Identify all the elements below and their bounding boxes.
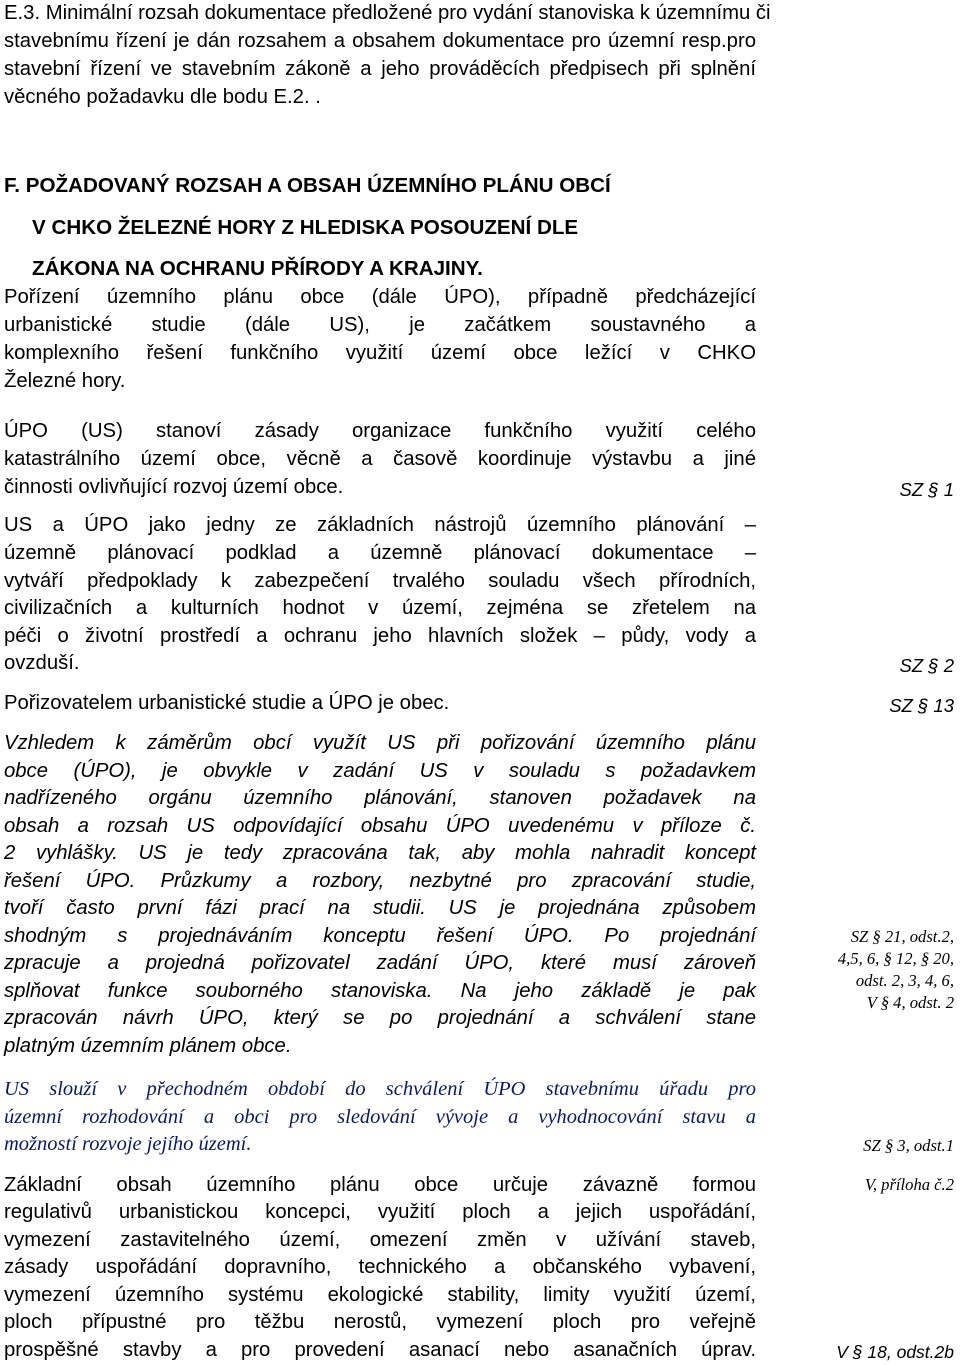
heading-line: V CHKO ŽELEZNÉ HORY Z HLEDISKA POSOUZENÍ DLE	[32, 216, 579, 239]
paragraph-line: US slouží v přechodném období do schválení ÚPO stavebnímu úřadu pro	[4, 1078, 756, 1100]
intro-line: věcného požadavku dle bodu E.2. .	[4, 86, 321, 108]
heading-line: F. POŽADOVANÝ ROZSAH A OBSAH ÚZEMNÍHO PLÁNU OBCÍ	[4, 174, 611, 197]
margin-note: SZ § 13	[889, 695, 954, 716]
heading-line: ZÁKONA NA OCHRANU PŘÍRODY A KRAJINY.	[32, 257, 483, 280]
paragraph-line: péči o životní prostředí a ochranu jeho hlavních složek – půdy, vody a	[4, 625, 756, 647]
paragraph-line: územní rozhodování a obci pro sledování vývoje a vyhodnocování stavu a	[4, 1106, 756, 1128]
paragraph-line: zpracován návrh ÚPO, který se po projednání a schválení stane	[4, 1007, 756, 1029]
paragraph-line: Železné hory.	[4, 370, 126, 392]
paragraph-line: urbanistické studie (dále US), je začátkem soustavného a	[4, 314, 756, 336]
margin-note: SZ § 2	[899, 655, 954, 676]
paragraph-line: územně plánovací podklad a územně plánovací dokumentace –	[4, 542, 756, 564]
margin-note: 4,5, 6, § 12, § 20,	[837, 949, 954, 968]
paragraph-line: katastrálního území obce, věcně a časově koordinuje výstavbu a jiné	[4, 448, 756, 470]
paragraph-line: ÚPO (US) stanoví zásady organizace funkčního využití celého	[4, 420, 756, 442]
intro-line: stavební řízení ve stavebním zákoně a jeho prováděcích předpisech při splnění	[4, 58, 756, 80]
paragraph-line: nadřízeného orgánu územního plánování, stanoven požadavek na	[4, 787, 756, 809]
paragraph-line: Vzhledem k záměrům obcí využít US při pořizování územního plánu	[4, 732, 756, 754]
paragraph-line: zpracuje a projedná pořizovatel zadání ÚPO, které musí zároveň	[4, 952, 756, 974]
intro-line: E.3. Minimální rozsah dokumentace předložené pro vydání stanoviska k územnímu či	[4, 2, 771, 24]
paragraph-line: prospěšné stavby a pro provedení asanací nebo asanačních úprav.	[4, 1339, 756, 1361]
paragraph-line: zásady uspořádání dopravního, technického a občanského vybavení,	[4, 1256, 756, 1278]
paragraph-line: ploch přípustné pro těžbu nerostů, vymezení ploch pro veřejně	[4, 1311, 756, 1333]
paragraph-line: vymezení zastavitelného území, omezení změn v užívání staveb,	[4, 1229, 756, 1251]
paragraph-line: činnosti ovlivňující rozvoj území obce.	[4, 476, 344, 498]
paragraph-line: vymezení územního systému ekologické stability, limity využití území,	[4, 1284, 756, 1306]
margin-note: SZ § 1	[899, 479, 954, 500]
paragraph-line: civilizačních a kulturních hodnot v území, zejména se zřetelem na	[4, 597, 756, 619]
paragraph-line: 2 vyhlášky. US je tedy zpracována tak, aby mohla nahradit koncept	[4, 842, 756, 864]
paragraph-line: regulativů urbanistickou koncepci, využití ploch a jejich uspořádání,	[4, 1201, 756, 1223]
paragraph-line: US a ÚPO jako jedny ze základních nástrojů územního plánování –	[4, 514, 756, 536]
margin-note: V, příloha č.2	[864, 1175, 954, 1194]
paragraph-line: platným územním plánem obce.	[4, 1035, 292, 1057]
paragraph-line: ovzduší.	[4, 652, 80, 674]
margin-note: V § 4, odst. 2	[866, 993, 954, 1012]
paragraph-line: shodným s projednáváním konceptu řešení ÚPO. Po projednání	[4, 925, 756, 947]
paragraph-line: tvoří často první fázi prací na studii. US je projednána způsobem	[4, 897, 756, 919]
paragraph-line: možností rozvoje jejího území.	[4, 1133, 252, 1155]
paragraph-line: obce (ÚPO), je obvykle v zadání US v souladu s požadavkem	[4, 760, 756, 782]
paragraph-line: Pořízení územního plánu obce (dále ÚPO), případně předcházející	[4, 286, 756, 308]
paragraph-line: Základní obsah územního plánu obce určuje závazně formou	[4, 1174, 756, 1196]
margin-note: V § 18, odst.2b	[836, 1342, 954, 1362]
paragraph-line: splňovat funkce souborného stanoviska. Na jeho základě je pak	[4, 980, 756, 1002]
margin-note: SZ § 3, odst.1	[863, 1136, 954, 1155]
margin-note: odst. 2, 3, 4, 6,	[855, 971, 954, 990]
margin-note: SZ § 21, odst.2,	[850, 927, 954, 946]
intro-line: stavebnímu řízení je dán rozsahem a obsahem dokumentace pro územní resp.pro	[4, 30, 756, 52]
paragraph-line: Pořizovatelem urbanistické studie a ÚPO je obec.	[4, 692, 450, 714]
paragraph-line: obsah a rozsah US odpovídající obsahu ÚPO uvedenému v příloze č.	[4, 815, 756, 837]
paragraph-line: vytváří předpoklady k zabezpečení trvalého souladu všech přírodních,	[4, 570, 756, 592]
paragraph-line: řešení ÚPO. Průzkumy a rozbory, nezbytné pro zpracování studie,	[4, 870, 756, 892]
paragraph-line: komplexního řešení funkčního využití území obce ležící v CHKO	[4, 342, 756, 364]
